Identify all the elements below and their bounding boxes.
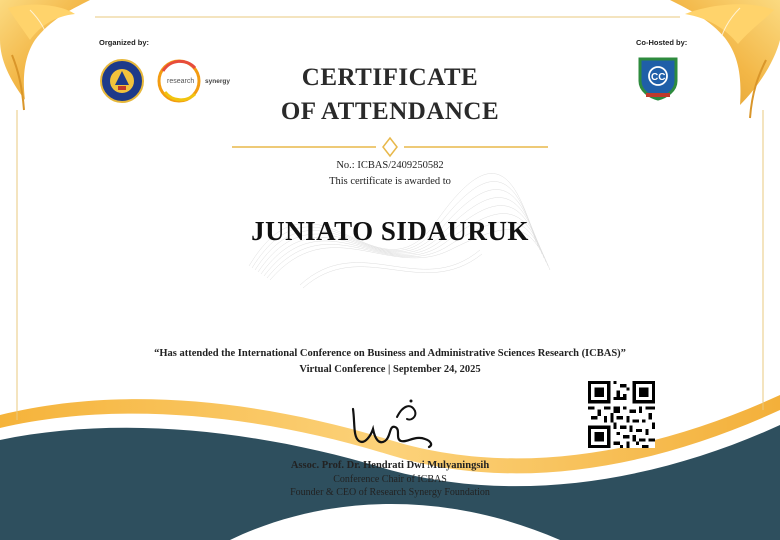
cohosted-by-label: Co-Hosted by: (636, 38, 688, 47)
signatory-role-founder: Founder & CEO of Research Synergy Foundation (290, 487, 490, 498)
svg-text:synergy: synergy (205, 78, 230, 85)
signature-image (345, 395, 440, 455)
certificate-title-line1: CERTIFICATE (301, 64, 479, 91)
certificate-title-line2: OF ATTENDANCE (280, 98, 500, 125)
certificate-number: No.: ICBAS/2409250582 (336, 160, 444, 171)
attendance-statement: “Has attended the International Conference on Business and Administrative Sciences Research (ICBAS)” (154, 348, 626, 359)
title-divider (232, 138, 548, 156)
organized-by-label: Organized by: (99, 38, 150, 47)
qr-code (588, 381, 655, 448)
event-details: Virtual Conference | September 24, 2025 (299, 364, 481, 375)
signatory-role-chair: Conference Chair of ICBAS (333, 474, 447, 485)
awarded-to-text: This certificate is awarded to (329, 176, 451, 187)
recipient-name: JUNIATO SIDAURUK (251, 216, 529, 246)
svg-text:CC: CC (651, 72, 666, 83)
corner-ornament-top-left (0, 0, 90, 110)
signatory-name: Assoc. Prof. Dr. Hendrati Dwi Mulyaningsih (290, 460, 490, 471)
svg-text:research: research (167, 78, 195, 85)
